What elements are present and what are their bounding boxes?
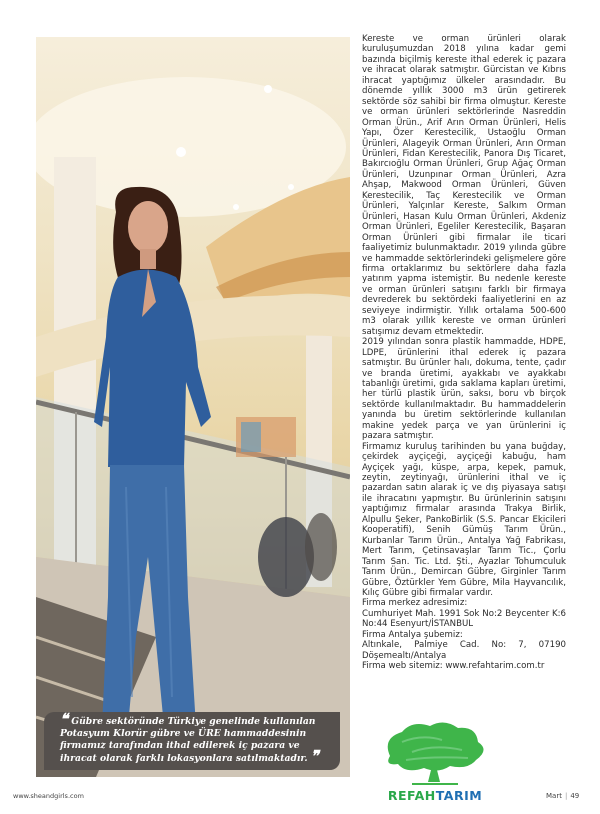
open-quote-icon: ❝ xyxy=(60,710,69,728)
footer-separator: | xyxy=(564,792,568,800)
footer-month: Mart xyxy=(546,792,562,800)
paragraph-timber: Kereste ve orman ürünleri olarak kuruluşumuzdan 2018 yılına kadar gemi bazında biçilmiş kereste ithal ederek iç pazara ve ihracat olarak satmıştır. Gürcistan ve Kıbrıs ihracat yaptığımız ülkeler arasındadır. Bu dönemde yıllık 3000 m3 ürün getirerek sektörde söz sahibi bir firma olmuştur. Kereste ve orman ürünleri sektörlerinde Nasreddin Orman Ürün., Arif Arın Orman Ürünleri, Helis Yapı, Özer Kerestecilik, Ustaoğlu Orman Ürünleri, Alageyik Orman Ürünleri, Arın Orman Ürünleri, Fidan Kerestecilik, Panora Dış Ticaret, Bakırcıoğlu Orman Ürünleri, Grup Ağaç Orman Ürünleri, Uzunpınar Orman Ürünleri, Azra Ahşap, Makwood Orman Ürünleri, Güven Kerestecilik, Taç Kerestecilik ve Orman Ürünleri, Yalçınlar Kereste, Salkım Orman Ürünleri, Hasan Kulu Orman Ürünleri, Akdeniz Orman Ürünleri, Egeliler Kerestecilik, Başaran Orman Ürünleri gibi firmalar ile ticari faaliyetimiz bulunmaktadır. 2019 yılında gübre ve hammadde sektörlerindeki gelişmelere göre firma ortaklarımız bu sektörlere daha fazla yatırım yapma istemiştir. Bu nedenle kereste ve orman ürünleri satışını farklı bir firmaya devrederek bu sektördeki faaliyetlerini en az seviyeye indirmiştir. Yıllık ortalama 500-600 m3 olarak yıllık kereste ve orman ürünleri satışımız devam etmektedir. xyxy=(362,34,566,337)
refahtarim-logo xyxy=(372,716,498,806)
paragraph-plastics: 2019 yılından sonra plastik hammadde, HDPE, LDPE, ürünlerini ithal ederek iç pazara satmıştır. Bu ürünler halı, dokuma, tente, çadır ve branda üretimi, ayakkabı ve ayakkabı tabanlığı üretimi, gıda saklama kapları üretimi, her türlü plastik ürün, saksı, boru vb birçok sektörde kullanılmaktadır. Bu hammaddelerin yanında bu üretim sektörlerinde kullanılan makine yedek parça ve yan ürünlerini iç pazara satmıştır. xyxy=(362,337,566,442)
tree-icon xyxy=(372,716,498,788)
photo-illustration xyxy=(36,37,350,777)
close-quote-icon: ❞ xyxy=(310,746,319,765)
footer-page-info xyxy=(546,792,579,800)
branch-address: Altınkale, Palmiye Cad. No: 7, 07190 Döşemealtı/Antalya xyxy=(362,640,566,661)
pull-quote-text: Gübre sektöründe Türkiye genelinde kullanılan Potasyum Klorür gübre ve ÜRE hammaddesinin firmamız tarafından ithal edilerek iç pazara ve ihracat olarak farklı lokasyonlara satılmaktadır. xyxy=(60,716,316,764)
page-number: 49 xyxy=(570,792,580,800)
branch-address-label: Firma Antalya şubemiz: xyxy=(362,629,463,640)
pull-quote xyxy=(44,712,340,770)
hq-address-label: Firma merkez adresimiz: xyxy=(362,598,468,609)
hq-address: Cumhuriyet Mah. 1991 Sok No:2 Beycenter K:6 No:44 Esenyurt/İSTANBUL xyxy=(362,608,566,630)
article-text xyxy=(362,34,566,672)
logo-wordmark xyxy=(372,788,498,803)
footer-website: www.sheandgirls.com xyxy=(13,792,84,800)
logo-refah: REFAH xyxy=(387,788,436,803)
article-photo xyxy=(36,37,350,777)
paragraph-agriculture: Firmamız kuruluş tarihinden bu yana buğday, çekirdek ayçiçeği, ayçiçeği kabuğu, ham Ayçiçek yağı, küspe, arpa, kepek, pamuk, zeytin, zeytinyağı, ürünlerini ithal ve iç pazardan satın alarak iç ve dış piyasaya satışı ile ihracatını yapmıştır. Bu ürünlerinin satışını yaptığımız firmalar arasında Trakya Birlik, Alpullu Şeker, PankoBirlik (S.S. Pancar Ekicileri Kooperatifi), Senih Gümüş Tarım Ürün., Kurbanlar Tarım Ürün., Antalya Yağ Fabrikası, Mert Tarım, Çetinsavaşlar Tarım Tic., Çorlu Tarım San. Tic. Ltd. Şti., Ayazlar Tohumculuk Tarım Ürün., Demircan Gübre, Girginler Tarım Gübre, Öztürkler Yem Gübre, Mila Hayvancılık, Kılıç Gübre gibi firmalar vardır. xyxy=(362,441,566,599)
logo-tarim: TARIM xyxy=(435,788,483,803)
website-line: Firma web sitemiz: www.refahtarim.com.tr xyxy=(362,661,545,672)
